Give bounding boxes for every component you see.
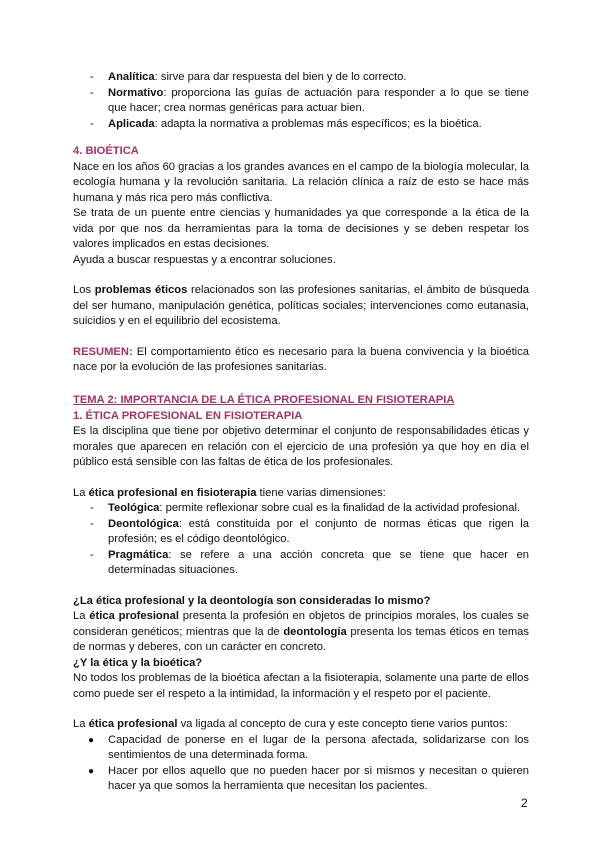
- list-item: ● Capacidad de ponerse en el lugar de la persona afectada, solidarizarse con los sentimientos de una determinada forma.: [88, 733, 529, 761]
- paragraph: Es la disciplina que tiene por objetivo determinar el conjunto de responsabilidades éticas y morales que aparecen en relación con el ejercicio de una profesión ya que hoy en día el público está sensible con las faltas de ética de los profesionales.: [73, 425, 529, 468]
- paragraph: Los problemas éticos relacionados son las profesiones sanitarias, el ámbito de búsqueda del ser humano, manipulación genética, políticas sociales; intervenciones como eutanasia, suicidios y en el equilibrio del ecosistema.: [73, 284, 529, 327]
- term: Analítica: [108, 71, 155, 83]
- list-item: - Deontológica: está constituida por el conjunto de normas éticas que rigen la profesión; es el código deontológico.: [90, 517, 529, 545]
- bullet-dot-icon: ●: [88, 765, 95, 777]
- term: Normativo: [108, 86, 164, 99]
- list-item: - Normativo: proporciona las guías de actuación para responder a lo que se tiene que hacer; crea normas genéricas para actuar bien.: [90, 86, 529, 114]
- list-item: - Pragmática: se refere a una acción concreta que se tiene que hacer en determinadas situaciones.: [90, 548, 529, 576]
- paragraph: La ética profesional presenta la profesión en objetos de principios morales, los cuales se consideran genéticos; mientras que la de deontología presenta los temas éticos en temas de normas y deberes, con un carácter en concreto.: [73, 610, 529, 653]
- ethics-types-list: [73, 70, 529, 132]
- dash-bullet: -: [90, 117, 94, 130]
- list-item: - Teológica: permite reflexionar sobre cual es la finalidad de la actividad profesional.: [73, 501, 529, 517]
- paragraph: No todos los problemas de la bioética afectan a la fisioterapia, solamente una parte de ellos como puede ser el respeto a la intimidad, la información y el respeto por el paciente.: [73, 672, 529, 700]
- term: Pragmática: [108, 548, 169, 561]
- list-item: - Aplicada: adapta la normativa a problemas más específicos; es la bioética.: [73, 117, 529, 133]
- dash-bullet: -: [90, 86, 94, 99]
- paragraph: Nace en los años 60 gracias a los grandes avances en el campo de la biología molecular, la ecología humana y la revolución sanitaria. La relación clínica a raíz de esto se hace más humana y más rica pero más conflictiva.: [73, 160, 529, 204]
- dash-bullet: -: [90, 517, 94, 530]
- paragraph: Ayuda a buscar respuestas y a encontrar soluciones.: [73, 253, 336, 266]
- paragraph: La ética profesional va ligada al concepto de cura y este concepto tiene varios puntos:: [73, 718, 508, 730]
- bullet-dot-icon: ●: [88, 734, 95, 746]
- list-item: - Analítica: sirve para dar respuesta del bien y de lo correcto.: [73, 70, 529, 86]
- bioetica-section: [73, 144, 529, 376]
- term: Teológica: [108, 502, 160, 514]
- section-heading: 1. ÉTICA PROFESIONAL EN FISIOTERAPIA: [73, 409, 303, 422]
- dash-bullet: -: [90, 71, 94, 83]
- section-heading: 4. BIOÉTICA: [73, 145, 139, 157]
- chapter-title: TEMA 2: IMPORTANCIA DE LA ÉTICA PROFESIONAL EN FISIOTERAPIA: [73, 394, 455, 406]
- paragraph: Se trata de un puente entre ciencias y humanidades ya que corresponde a la ética de la vida por que nos da herramientas para la toma de decisiones y se deben respetar los valores implicados en estas decisiones.: [73, 207, 529, 250]
- paragraph: La ética profesional en fisioterapia tiene varias dimensiones:: [73, 486, 386, 499]
- tema2-section: [73, 393, 529, 795]
- dash-bullet: -: [90, 502, 94, 514]
- page-number: 2: [521, 796, 528, 810]
- question-heading: ¿La ética profesional y la deontología son consideradas lo mismo?: [73, 594, 431, 607]
- list-item: ● Hacer por ellos aquello que no pueden hacer por si mismos y necesitan o quieren hacer ya que somos la herramienta que necesitan los pacientes.: [88, 764, 529, 792]
- summary-paragraph: RESUMEN: El comportamiento ético es necesario para la buena convivencia y la bioética nace por la evolución de las profesiones sanitarias.: [73, 345, 529, 373]
- term: Deontológica: [108, 517, 179, 530]
- question-heading: ¿Y la ética y la bioética?: [73, 656, 203, 669]
- summary-label: RESUMEN:: [73, 345, 133, 358]
- dash-bullet: -: [90, 548, 94, 561]
- term: Aplicada: [108, 117, 155, 130]
